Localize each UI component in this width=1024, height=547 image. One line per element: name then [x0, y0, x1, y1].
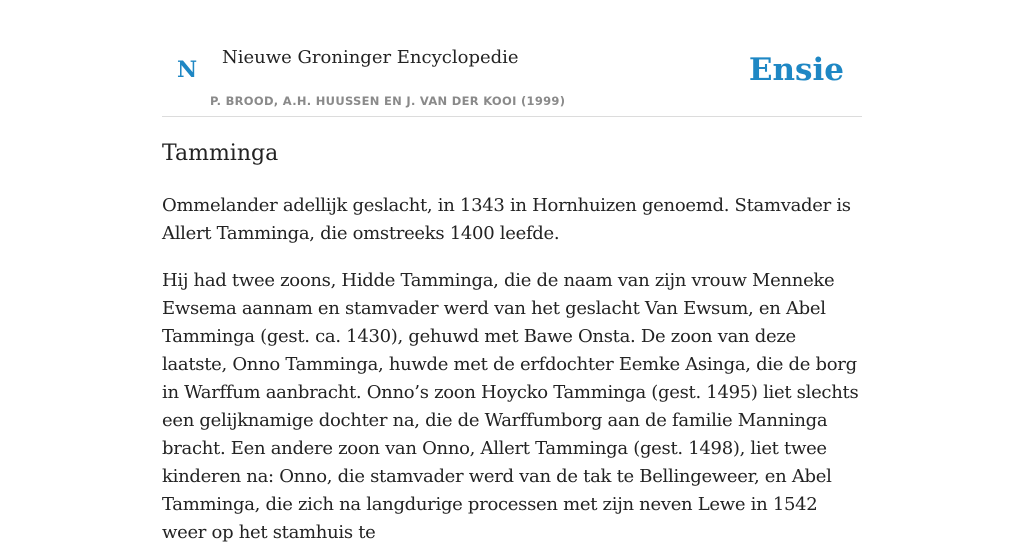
source-title-link[interactable]: Nieuwe Groninger Encyclopedie	[222, 47, 519, 68]
source-logo[interactable]: N	[177, 57, 198, 83]
ensie-logo-link[interactable]: Ensie	[748, 52, 844, 88]
entry-title: Tamminga	[162, 141, 279, 166]
article-paragraph: Ommelander adellijk geslacht, in 1343 in Hornhuizen genoemd. Stamvader is Allert Tamminga, die omstreeks 1400 leefde.	[162, 195, 851, 244]
article	[162, 138, 862, 547]
source-authors: P. BROOD, A.H. HUUSSEN EN J. VAN DER KOOI (1999)	[210, 94, 566, 108]
article-paragraph: Hij had twee zoons, Hidde Tamminga, die de naam van zijn vrouw Menneke Ewsema aannam en stamvader werd van het geslacht Van Ewsum, en Abel Tamminga (gest. ca. 1430), gehuwd met Bawe Onsta. De zoon van deze laatste, Onno Tamminga, huwde met de erfdochter Eemke Asinga, die de borg in Warffum aanbracht. Onno’s zoon Hoycko Tamminga (gest. 1495) liet slechts een gelijknamige dochter na, die de Warffumborg aan de familie Manninga bracht. Een andere zoon van Onno, Allert Tamminga (gest. 1498), liet twee kinderen na: Onno, die stamvader werd van de tak te Bellingeweer, en Abel Tamminga, die zich na langdurige processen met zijn neven Lewe in 1542 weer op het stamhuis te	[162, 270, 859, 543]
source-header	[162, 0, 862, 117]
